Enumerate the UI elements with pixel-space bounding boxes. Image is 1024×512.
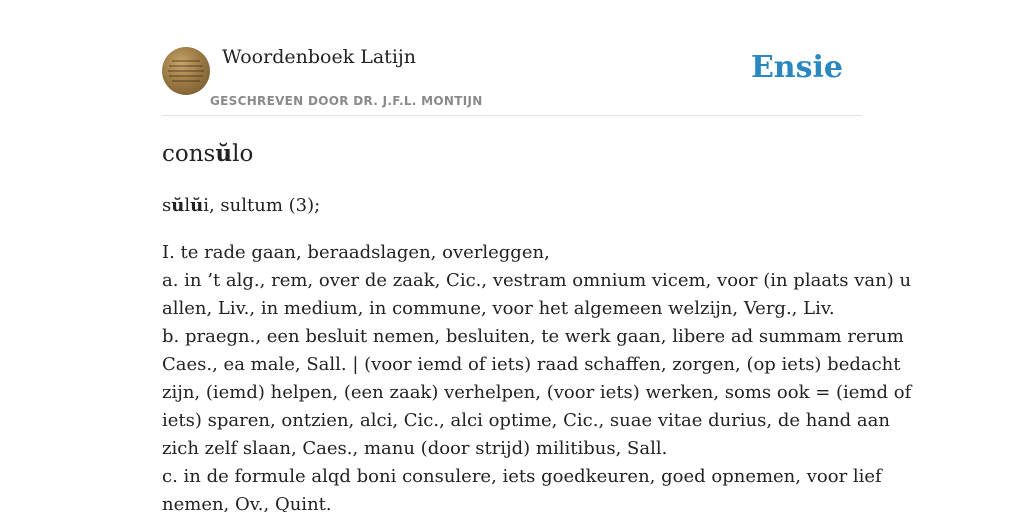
page bbox=[162, 0, 912, 512]
header bbox=[162, 0, 862, 116]
entry-forms bbox=[162, 195, 320, 216]
coin-inscription-logo[interactable] bbox=[162, 47, 210, 95]
definition-line: b. praegn., een besluit nemen, besluiten, te werk gaan, libere ad summam rerum bbox=[162, 326, 904, 347]
definition-line: iets) sparen, ontzien, alci, Cic., alci optime, Cic., suae vitae durius, de hand aan bbox=[162, 410, 890, 431]
entry-definition bbox=[162, 239, 912, 512]
author-byline: GESCHREVEN DOOR DR. J.F.L. MONTIJN bbox=[210, 94, 483, 108]
entry-headword bbox=[162, 140, 253, 167]
logo-inscription-icon bbox=[162, 47, 210, 95]
definition-line: zich zelf slaan, Caes., manu (door strijd) militibus, Sall. bbox=[162, 438, 668, 459]
definition-line: a. in ’t alg., rem, over de zaak, Cic., vestram omnium vicem, voor (in plaats van) u bbox=[162, 270, 912, 291]
definition-line: I. te rade gaan, beraadslagen, overleggen, bbox=[162, 242, 550, 263]
forms-part: i, sultum (3); bbox=[203, 195, 321, 216]
forms-part: s bbox=[162, 195, 172, 216]
definition-line: allen, Liv., in medium, in commune, voor het algemeen welzijn, Verg., Liv. bbox=[162, 298, 835, 319]
definition-line: zijn, (iemd) helpen, (een zaak) verhelpen, (voor iets) werken, soms ook = (iemd of bbox=[162, 382, 912, 403]
headword-part: lo bbox=[232, 141, 254, 167]
headword-part: cons bbox=[162, 141, 216, 167]
definition-line: c. in de formule alqd boni consulere, iets goedkeuren, goed opnemen, voor lief bbox=[162, 466, 882, 487]
forms-part: l bbox=[184, 195, 191, 216]
headword-quantity-mark: ŭ bbox=[215, 140, 233, 167]
forms-quantity-mark: ŭ bbox=[171, 195, 185, 216]
definition-line: nemen, Ov., Quint. bbox=[162, 494, 332, 512]
forms-quantity-mark: ŭ bbox=[190, 195, 204, 216]
ensie-logo-link[interactable]: Ensie bbox=[750, 50, 843, 85]
book-title[interactable]: Woordenboek Latijn bbox=[222, 46, 417, 68]
definition-line: Caes., ea male, Sall. | (voor iemd of iets) raad schaffen, zorgen, (op iets) bedacht bbox=[162, 354, 901, 375]
